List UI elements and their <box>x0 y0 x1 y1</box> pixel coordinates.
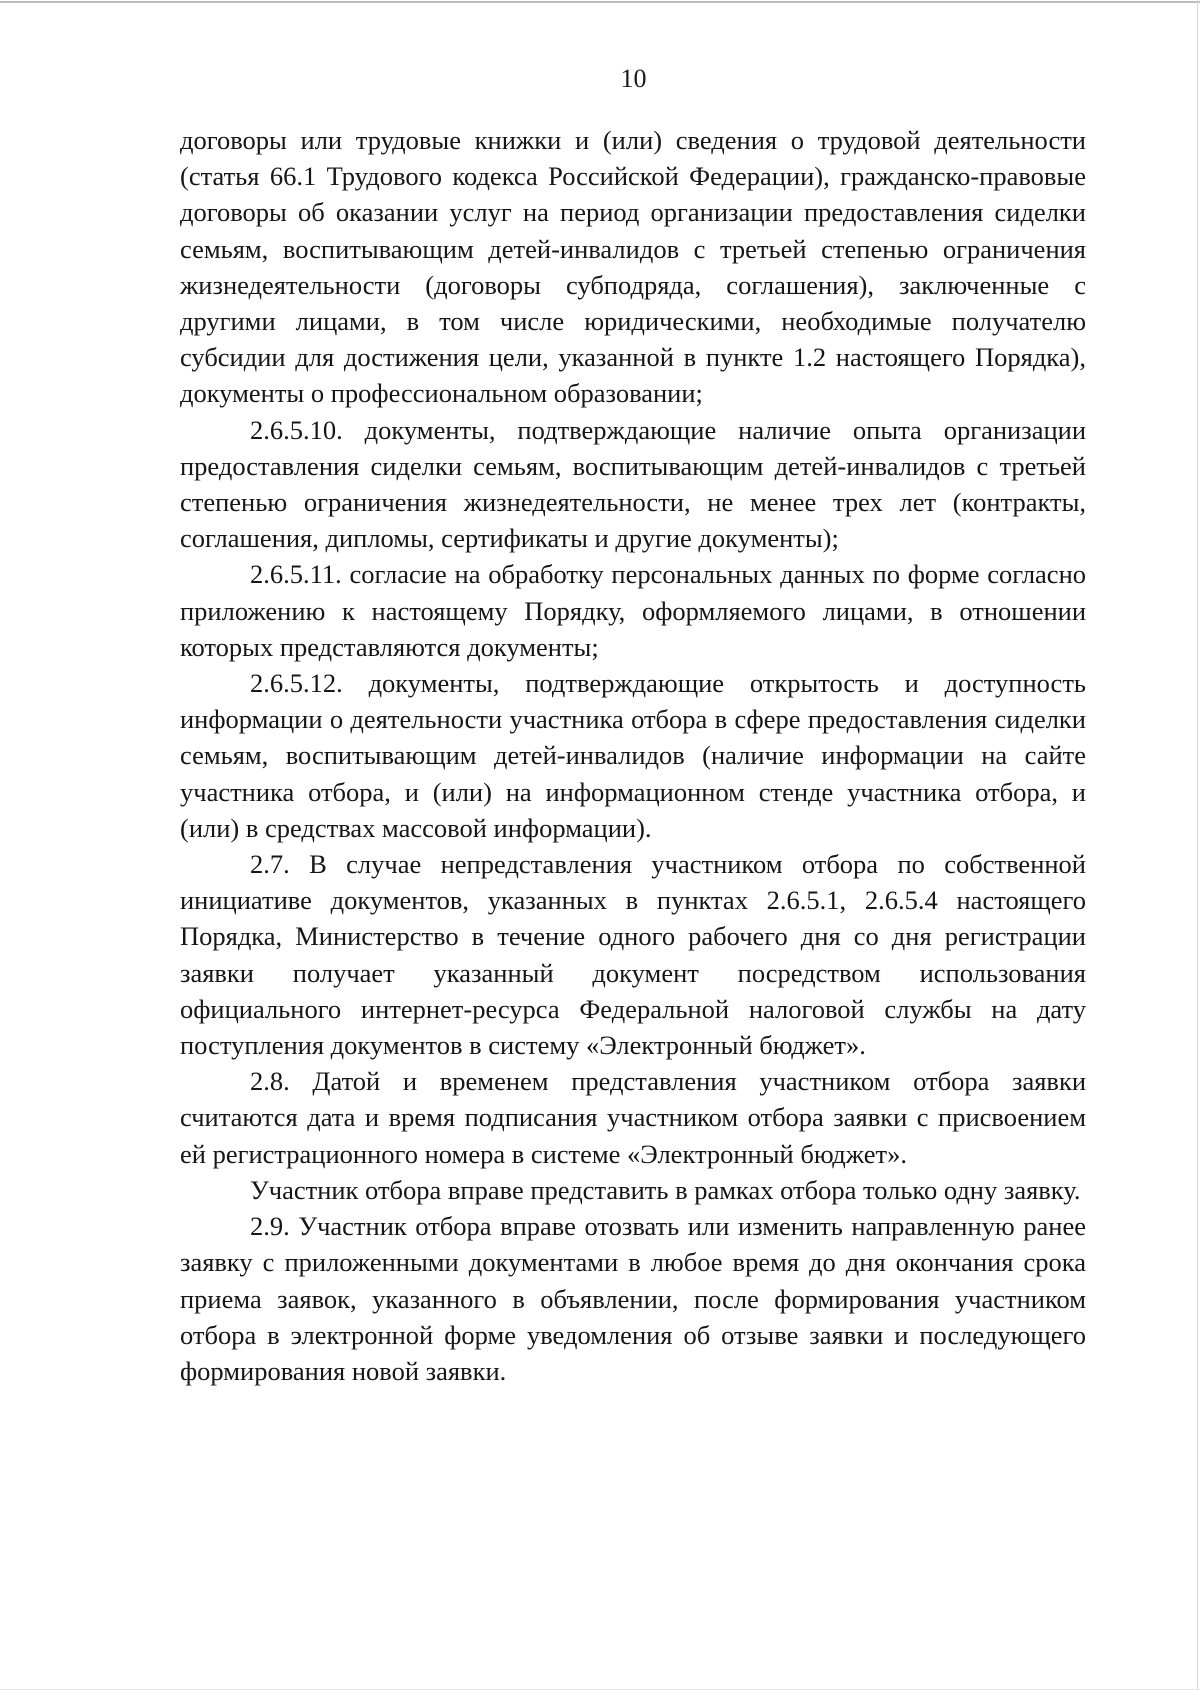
document-body <box>180 122 1086 1389</box>
paragraph-continuation-documents: договоры или трудовые книжки и (или) сведения о трудовой деятельности (статья 66.1 Трудового кодекса Российской Федерации), гражданско-правовые договоры об оказании услуг на период организации предоставления сиделки семьям, воспитывающим детей-инвалидов с третьей степенью ограничения жизнедеятельности (договоры субподряда, соглашения), заключенные с другими лицами, в том числе юридическими, необходимые получателю субсидии для достижения цели, указанной в пункте 1.2 настоящего Порядка), документы о профессиональном образовании; <box>180 125 1086 409</box>
paragraph-2-8: 2.8. Датой и временем представления участником отбора заявки считаются дата и время подписания участником отбора заявки с присвоением ей регистрационного номера в системе «Электронный бюджет». <box>180 1066 1086 1169</box>
scan-right-edge <box>1197 0 1198 1690</box>
paragraph-2-7: 2.7. В случае непредставления участником отбора по собственной инициативе документов, указанных в пунктах 2.6.5.1, 2.6.5.4 настоящего Порядка, Министерство в течение одного рабочего дня со дня регистрации заявки получает указанный документ посредством использования официального интернет-ресурса Федеральной налоговой службы на дату поступления документов в систему «Электронный бюджет». <box>180 849 1086 1061</box>
page-number: 10 <box>620 64 647 93</box>
paragraph-2-6-5-12: 2.6.5.12. документы, подтверждающие открытость и доступность информации о деятельности участника отбора в сфере предоставления сиделки семьям, воспитывающим детей-инвалидов (наличие информации на сайте участника отбора, и (или) на информационном стенде участника отбора, и (или) в средствах массовой информации). <box>180 668 1086 843</box>
paragraph-2-6-5-10: 2.6.5.10. документы, подтверждающие наличие опыта организации предоставления сиделки семьям, воспитывающим детей-инвалидов с третьей степенью ограничения жизнедеятельности, не менее трех лет (контракты, соглашения, дипломы, сертификаты и другие документы); <box>180 414 1086 554</box>
paragraph-one-application-rule: Участник отбора вправе представить в рамках отбора только одну заявку. <box>250 1174 1081 1205</box>
scan-top-edge <box>0 1 1200 3</box>
paragraph-2-6-5-11: 2.6.5.11. согласие на обработку персональных данных по форме согласно приложению к настоящему Порядку, оформляемого лицами, в отношении которых представляются документы; <box>180 559 1086 662</box>
paragraph-2-9: 2.9. Участник отбора вправе отозвать или изменить направленную ранее заявку с приложенными документами в любое время до дня окончания срока приема заявок, указанного в объявлении, после формирования участником отбора в электронной форме уведомления об отзыве заявки и последующего формирования новой заявки. <box>180 1211 1086 1386</box>
